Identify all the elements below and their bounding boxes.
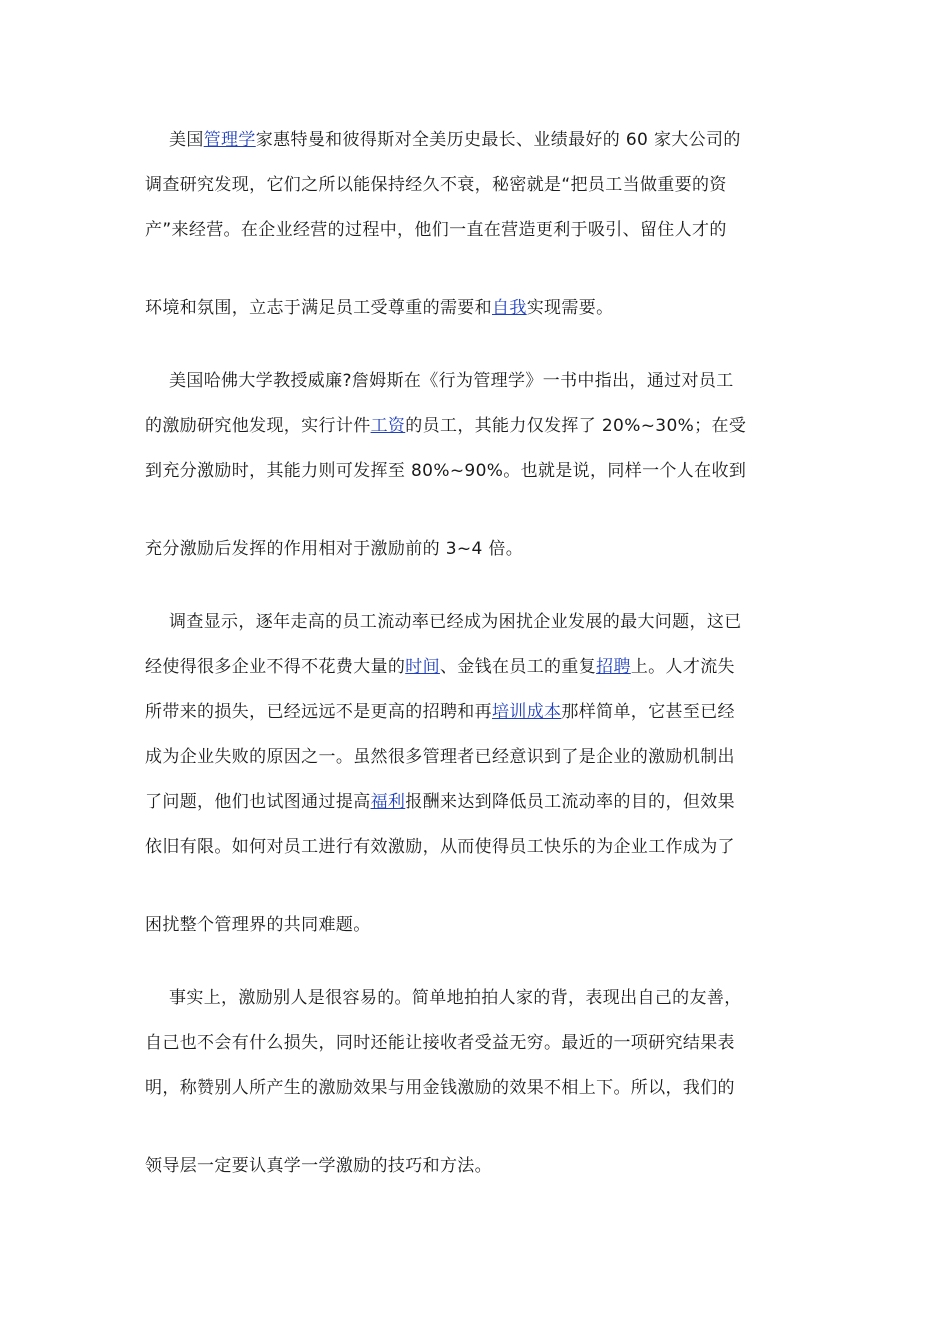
text-run: 调查显示，逐年走高的员工流动率已经成为困扰企业发展的最大问题，这已 bbox=[169, 612, 742, 632]
text-line bbox=[145, 286, 810, 331]
text-run: 依旧有限。如何对员工进行有效激励，从而使得员工快乐的为企业工作成为了 bbox=[145, 837, 735, 857]
text-run: 报酬来达到降低员工流动率的目的，但效果 bbox=[405, 792, 735, 812]
text-line bbox=[145, 780, 810, 825]
text-run: 家惠特曼和彼得斯对全美历史最长、业绩最好的 60 家大公司的 bbox=[255, 130, 741, 150]
text-line bbox=[145, 825, 810, 870]
text-line bbox=[145, 735, 810, 780]
hyperlink[interactable]: 自我 bbox=[492, 298, 527, 318]
hyperlink[interactable]: 管理学 bbox=[203, 130, 256, 150]
text-line bbox=[145, 1144, 810, 1189]
text-run: 美国哈佛大学教授威廉?詹姆斯在《行为管理学》一书中指出，通过对员工 bbox=[169, 371, 734, 391]
text-line bbox=[145, 1021, 810, 1066]
text-line bbox=[145, 359, 810, 404]
text-line bbox=[145, 118, 810, 163]
text-line bbox=[145, 527, 810, 572]
text-run: 产”来经营。在企业经营的过程中，他们一直在营造更利于吸引、留住人才的 bbox=[145, 220, 727, 240]
text-run: 所带来的损失，已经远远不是更高的招聘和再 bbox=[145, 702, 492, 722]
hyperlink[interactable]: 培训成本 bbox=[492, 702, 562, 722]
text-line bbox=[145, 600, 810, 645]
text-run: 实现需要。 bbox=[526, 298, 614, 318]
text-line bbox=[145, 690, 810, 735]
text-line bbox=[145, 208, 810, 253]
text-line bbox=[145, 976, 810, 1021]
text-line bbox=[145, 1066, 810, 1111]
paragraph bbox=[145, 976, 810, 1189]
text-run: 美国 bbox=[169, 130, 204, 150]
text-run: 事实上，激励别人是很容易的。简单地拍拍人家的背，表现出自己的友善， bbox=[169, 988, 742, 1008]
text-run: 充分激励后发挥的作用相对于激励前的 3~4 倍。 bbox=[145, 539, 524, 559]
paragraph bbox=[145, 359, 810, 572]
text-line bbox=[145, 903, 810, 948]
hyperlink[interactable]: 工资 bbox=[370, 416, 406, 436]
text-run: 了问题，他们也试图通过提高 bbox=[145, 792, 371, 812]
paragraph bbox=[145, 118, 810, 331]
text-run: 调查研究发现，它们之所以能保持经久不衰，秘密就是“把员工当做重要的资 bbox=[145, 175, 727, 195]
text-run: 的激励研究他发现，实行计件 bbox=[145, 416, 371, 436]
text-run: 的员工，其能力仅发挥了 20%~30%；在受 bbox=[405, 416, 747, 436]
text-run: 自己也不会有什么损失，同时还能让接收者受益无穷。最近的一项研究结果表 bbox=[145, 1033, 735, 1053]
text-run: 到充分激励时，其能力则可发挥至 80%~90%。也就是说，同样一个人在收到 bbox=[145, 461, 747, 481]
hyperlink[interactable]: 福利 bbox=[370, 792, 406, 812]
text-run: 、金钱在员工的重复 bbox=[439, 657, 597, 677]
text-run: 上。人才流失 bbox=[630, 657, 735, 677]
document-body bbox=[145, 118, 810, 1189]
hyperlink[interactable]: 时间 bbox=[405, 657, 440, 677]
hyperlink[interactable]: 招聘 bbox=[596, 657, 631, 677]
text-run: 困扰整个管理界的共同难题。 bbox=[145, 915, 371, 935]
text-run: 领导层一定要认真学一学激励的技巧和方法。 bbox=[145, 1156, 492, 1176]
text-run: 成为企业失败的原因之一。虽然很多管理者已经意识到了是企业的激励机制出 bbox=[145, 747, 735, 767]
text-run: 环境和氛围，立志于满足员工受尊重的需要和 bbox=[145, 298, 492, 318]
text-line bbox=[145, 449, 810, 494]
text-line bbox=[145, 163, 810, 208]
text-line bbox=[145, 645, 810, 690]
text-run: 那样简单，它甚至已经 bbox=[561, 702, 735, 722]
text-line bbox=[145, 404, 810, 449]
text-run: 明，称赞别人所产生的激励效果与用金钱激励的效果不相上下。所以，我们的 bbox=[145, 1078, 735, 1098]
text-run: 经使得很多企业不得不花费大量的 bbox=[145, 657, 406, 677]
paragraph bbox=[145, 600, 810, 948]
